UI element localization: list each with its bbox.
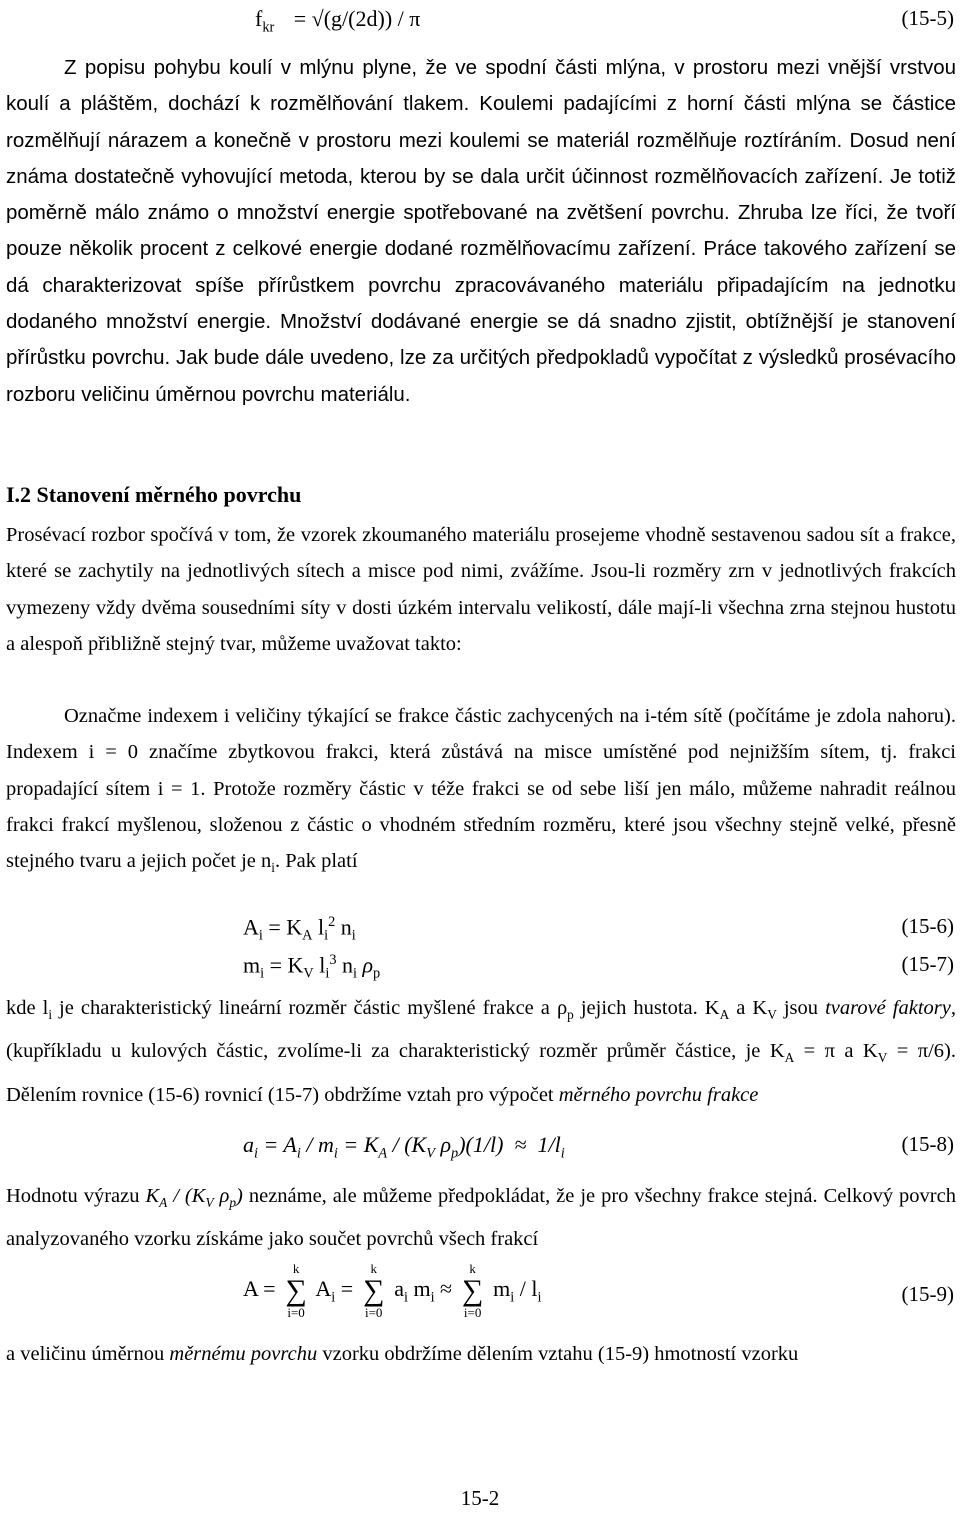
equation-15-9	[0, 1262, 960, 1332]
equation-body: $a_i = A_i / m_i = K_A / (K_V$ $\rho_p)(1/l) \approx 1/l_i$	[243, 1132, 565, 1162]
eq-lhs: f	[255, 6, 263, 31]
p5-a: Hodnotu výrazu	[6, 1185, 146, 1207]
sum-symbol: k ∑ i=0	[461, 1261, 484, 1320]
eq-rhs: = √(g/(2d)) / π	[293, 6, 421, 31]
p6-a-italic: měrnému povrchu	[169, 1343, 318, 1365]
p4-a: kde l	[6, 997, 49, 1019]
equation-number: (15-5)	[901, 6, 954, 30]
p4-g-sub: V	[877, 1050, 888, 1066]
equation-15-7	[0, 952, 960, 992]
equation-body: $m_i = K_V$ $l_i^3$ $n_i$ $\rho_p$	[243, 952, 381, 982]
sum-symbol: k ∑ i=0	[362, 1261, 385, 1320]
p4-e: jsou	[776, 997, 826, 1019]
p4-e-italic: tvarové faktory	[825, 997, 951, 1019]
p4-h: = π/6). Dělením rovnice (15-6) rovnicí (15-7) obdržíme vztah pro výpočet	[6, 1040, 956, 1106]
p4-b-sub: p	[567, 1007, 574, 1023]
p4-h-italic: měrného povrchu frakce	[558, 1083, 759, 1106]
equation-15-8	[0, 1132, 960, 1172]
p4-c-sub: A	[719, 1007, 730, 1023]
equation-15-5	[0, 6, 960, 46]
p4-f-sub: A	[784, 1050, 795, 1066]
equation-body	[255, 6, 420, 36]
para3-tail: . Pak platí	[274, 850, 358, 873]
p6-b: vzorku obdržíme dělením vztahu (15-9) hmotností vzorku	[317, 1343, 799, 1365]
p6-a: a veličinu úměrnou	[6, 1343, 170, 1365]
p5-b: neznáme, ale můžeme předpokládat, že je pro všechny frakce stejná. Celkový povrch analyzovaného vzorku získáme jako součet povrchů všech frakcí	[6, 1185, 956, 1251]
p4-d: a K	[729, 997, 768, 1019]
p5-expression: $K_A / (K_V$ $\rho_p$)	[145, 1185, 243, 1211]
equation-number: (15-7)	[901, 952, 954, 976]
paragraph-sieve-analysis: Prosévací rozbor spočívá v tom, že vzorek zkoumaného materiálu prosejeme vhodně sestavenou sadou sít a frakce, které se zachytily na jednotlivých sítech a misce pod nimi, zvážíme. Jsou-li rozměry zrn v jednotlivých frakcích vymezeny vždy dvěma sousedními síty v dosti úzkém intervalu velikostí, dále mají-li všechna zrna stejnou hustotu a alespoň přibližně stejný tvar, můžeme uvažovat takto:	[6, 524, 956, 655]
paragraph-total-surface	[6, 1178, 956, 1258]
equation-body: A = k ∑ i=0 $A_i$ = k ∑ i=0 $a_i$ $m_i$ ≈ k ∑ i=0 $m_i / l_i$	[243, 1261, 542, 1320]
p4-f: , (kupříkladu u kulových částic, zvolíme-li za charakteristický rozměr průměr částice, je K	[6, 997, 956, 1063]
p4-c: jejich hustota. K	[573, 997, 720, 1019]
section-heading: I.2 Stanovení měrného povrchu	[6, 482, 302, 507]
page-number: 15-2	[460, 1486, 500, 1510]
p4-g: = π a K	[794, 1040, 878, 1063]
p4-d-sub: V	[767, 1007, 777, 1023]
para3-sub: i	[271, 860, 275, 876]
paragraph-specific-surface	[6, 1336, 956, 1372]
paragraph-intro: Z popisu pohybu koulí v mlýnu plyne, že ve spodní části mlýna, v prostoru mezi vnější vrstvou koulí a pláštěm, dochází k rozmělňování tlakem. Koulemi padajícími z horní části mlýna se částice rozmělňují nárazem a konečně v prostoru mezi koulemi se materiál rozmělňuje roztíráním. Dosud není známa dostatečně vyhovující metoda, kterou by se dala určit účinnost rozmělňovacích zařízení. Je totiž poměrně málo známo o množství energie spotřebované na zvětšení povrchu. Zhruba lze říci, že tvoří pouze několik procent z celkové energie dodané rozmělňovacímu zařízení. Práce takového zařízení se dá charakterizovat spíše přírůstkem povrchu zpracovávaného materiálu připadajícím na jednotku dodaného množství energie. Množství dodávané energie se dá snadno zjistit, obtížnější je stanovení přírůstku povrchu. Jak bude dále uvedeno, lze za určitých předpokladů vypočítat z výsledků prosévacího rozboru veličinu úměrnou povrchu materiálu.	[6, 56, 956, 406]
eq-lhs-sub: kr	[262, 19, 275, 36]
p4-b: je charakteristický lineární rozměr částic myšlené frakce a ρ	[52, 997, 568, 1019]
equation-number: (15-9)	[901, 1282, 954, 1306]
p4-a-sub: i	[48, 1007, 53, 1023]
equation-body: $A_i = K_A$ $l_i^2$ $n_i$	[243, 914, 356, 944]
equation-number: (15-8)	[901, 1132, 954, 1156]
para3-text: Označme indexem i veličiny týkající se frakce částic zachycených na i-tém sítě (počítáme je zdola nahoru). Indexem i = 0 značíme zbytkovou frakci, která zůstává na misce umístěné pod nejnižším sítem, tj. frakci propadající sítem i = 1. Protože rozměry částic v téže frakci se od sebe liší jen málo, můžeme nahradit reálnou frakci frakcí myšlenou, složenou z částic o vhodném středním rozměru, které jsou všechny stejně velké, přesně stejného tvaru a jejich počet je n	[6, 705, 956, 873]
paragraph-fractions	[6, 698, 956, 887]
equation-number: (15-6)	[901, 914, 954, 938]
paragraph-shape-factors	[6, 990, 956, 1113]
sum-symbol: k ∑ i=0	[285, 1261, 307, 1320]
equation-15-6	[0, 914, 960, 954]
